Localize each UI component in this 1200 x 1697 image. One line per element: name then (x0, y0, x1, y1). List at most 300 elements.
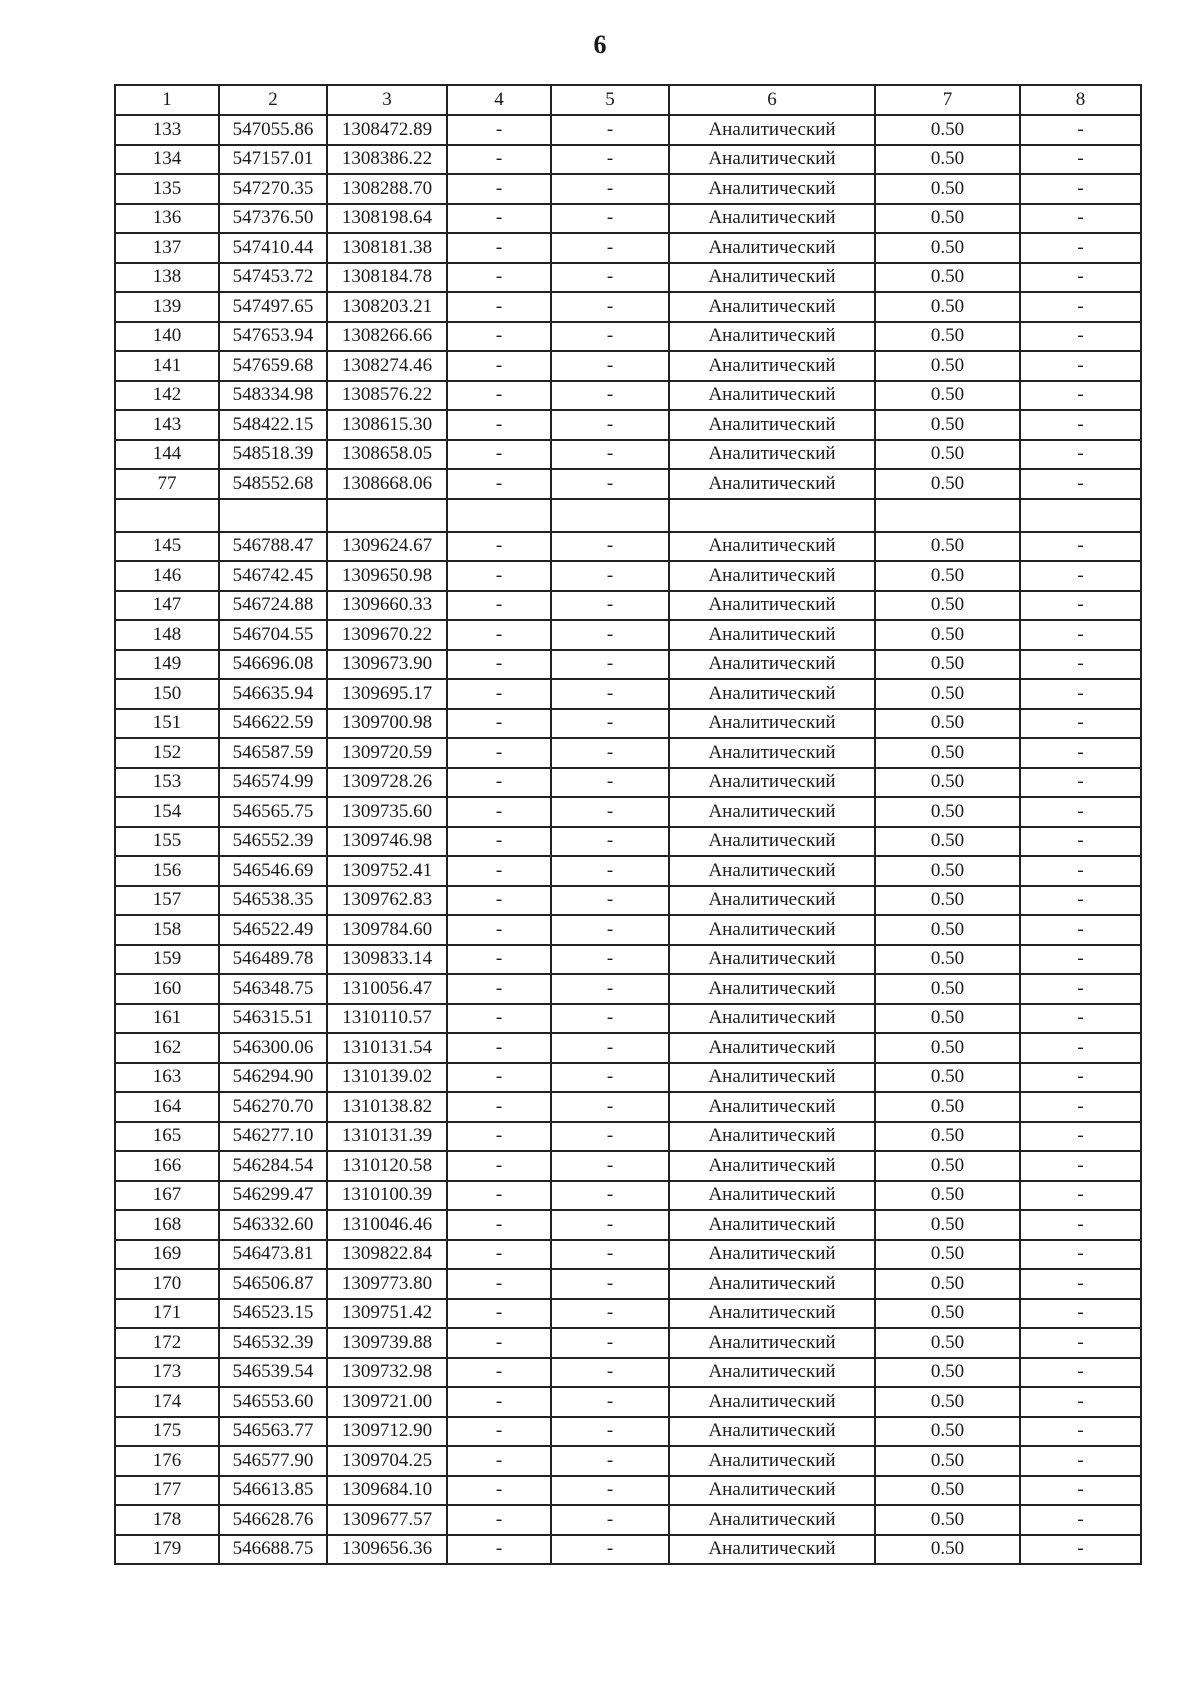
table-cell: Аналитический (669, 204, 875, 234)
table-cell: 546532.39 (219, 1328, 327, 1358)
table-cell: 1309752.41 (327, 856, 447, 886)
table-cell: Аналитический (669, 410, 875, 440)
table-cell: 138 (115, 263, 219, 293)
table-row (115, 1505, 1141, 1535)
table-cell: Аналитический (669, 351, 875, 381)
table-cell: 1310131.54 (327, 1033, 447, 1063)
table-cell: Аналитический (669, 1033, 875, 1063)
table-cell: - (447, 650, 551, 680)
table-cell: - (447, 1240, 551, 1270)
table-cell: 0.50 (875, 1417, 1020, 1447)
table-cell: 179 (115, 1535, 219, 1565)
table-cell: 1309670.22 (327, 620, 447, 650)
table-cell: - (551, 1004, 669, 1034)
table-cell: - (1020, 1240, 1141, 1270)
table-cell: - (447, 620, 551, 650)
table-cell: 161 (115, 1004, 219, 1034)
table-cell: 547659.68 (219, 351, 327, 381)
table-cell: - (551, 768, 669, 798)
table-cell: - (1020, 1092, 1141, 1122)
table-cell: - (551, 469, 669, 499)
table-cell: 0.50 (875, 1181, 1020, 1211)
table-cell: - (551, 827, 669, 857)
table-cell: 546284.54 (219, 1151, 327, 1181)
table-cell: - (551, 204, 669, 234)
table-row (115, 1004, 1141, 1034)
table-cell: - (551, 974, 669, 1004)
table-cell: - (1020, 115, 1141, 145)
table-cell: 175 (115, 1417, 219, 1447)
table-cell: Аналитический (669, 738, 875, 768)
table-cell: Аналитический (669, 469, 875, 499)
table-cell: - (447, 1299, 551, 1329)
table-cell: 546696.08 (219, 650, 327, 680)
table-row (115, 1092, 1141, 1122)
table-cell: 546299.47 (219, 1181, 327, 1211)
table-cell: - (447, 679, 551, 709)
table-cell: 546587.59 (219, 738, 327, 768)
table-cell: 1310138.82 (327, 1092, 447, 1122)
column-header: 7 (875, 85, 1020, 115)
table-cell: 0.50 (875, 351, 1020, 381)
table-row (115, 1240, 1141, 1270)
table-cell: 546473.81 (219, 1240, 327, 1270)
table-row (115, 856, 1141, 886)
table-cell: 0.50 (875, 532, 1020, 562)
table-cell: - (551, 1358, 669, 1388)
table-cell (875, 499, 1020, 532)
table-row (115, 620, 1141, 650)
table-cell: - (447, 709, 551, 739)
table-cell: 546270.70 (219, 1092, 327, 1122)
table-cell: Аналитический (669, 1181, 875, 1211)
table-cell: - (447, 410, 551, 440)
table-cell: - (447, 768, 551, 798)
table-cell: - (447, 115, 551, 145)
table-cell: 1309660.33 (327, 591, 447, 621)
table-cell: - (551, 440, 669, 470)
table-row (115, 1417, 1141, 1447)
table-cell: - (1020, 1269, 1141, 1299)
table-cell: Аналитический (669, 1505, 875, 1535)
table-cell: - (551, 709, 669, 739)
table-cell: 0.50 (875, 974, 1020, 1004)
table-cell: 546565.75 (219, 797, 327, 827)
table-cell: - (551, 620, 669, 650)
table-cell: 0.50 (875, 1151, 1020, 1181)
table-cell: 162 (115, 1033, 219, 1063)
table-cell: 0.50 (875, 1328, 1020, 1358)
table-cell: 133 (115, 115, 219, 145)
table-cell: - (447, 591, 551, 621)
table-cell: Аналитический (669, 709, 875, 739)
table-cell: 147 (115, 591, 219, 621)
column-header: 1 (115, 85, 219, 115)
table-cell: 0.50 (875, 469, 1020, 499)
table-cell: 0.50 (875, 768, 1020, 798)
table-cell: 0.50 (875, 945, 1020, 975)
table-cell: 546277.10 (219, 1122, 327, 1152)
table-cell: 1310056.47 (327, 974, 447, 1004)
table-cell: Аналитический (669, 797, 875, 827)
table-cell: 163 (115, 1063, 219, 1093)
table-cell: Аналитический (669, 1210, 875, 1240)
table-cell: - (447, 1387, 551, 1417)
table-cell: 1310139.02 (327, 1063, 447, 1093)
table-cell: - (1020, 1417, 1141, 1447)
table-cell: 1310131.39 (327, 1122, 447, 1152)
table-cell: - (1020, 1063, 1141, 1093)
table-cell: - (551, 322, 669, 352)
table-cell: - (447, 263, 551, 293)
table-cell: - (447, 1151, 551, 1181)
table-cell: 171 (115, 1299, 219, 1329)
table-cell: 548334.98 (219, 381, 327, 411)
table-row (115, 440, 1141, 470)
table-cell: 0.50 (875, 1505, 1020, 1535)
table-cell: - (1020, 440, 1141, 470)
table-cell: Аналитический (669, 233, 875, 263)
table-cell: - (1020, 174, 1141, 204)
table-cell: - (447, 738, 551, 768)
table-cell: 1308668.06 (327, 469, 447, 499)
table-row (115, 1151, 1141, 1181)
table-cell: 176 (115, 1446, 219, 1476)
table-cell: Аналитический (669, 561, 875, 591)
table-cell: 153 (115, 768, 219, 798)
table-cell: Аналитический (669, 1004, 875, 1034)
table-cell: 547410.44 (219, 233, 327, 263)
table-cell: 156 (115, 856, 219, 886)
table-cell: 546552.39 (219, 827, 327, 857)
table-row (115, 974, 1141, 1004)
table-cell: 151 (115, 709, 219, 739)
table-row (115, 945, 1141, 975)
table-cell: - (1020, 679, 1141, 709)
table-cell: 155 (115, 827, 219, 857)
table-cell: 546553.60 (219, 1387, 327, 1417)
table-row (115, 1210, 1141, 1240)
table-cell: 154 (115, 797, 219, 827)
table-cell: - (1020, 1004, 1141, 1034)
table-row (115, 1181, 1141, 1211)
table-row (115, 263, 1141, 293)
table-cell: 172 (115, 1328, 219, 1358)
table-cell: 1309656.36 (327, 1535, 447, 1565)
table-cell: - (551, 1151, 669, 1181)
table-cell: - (551, 915, 669, 945)
table-cell: 0.50 (875, 263, 1020, 293)
table-cell: - (1020, 351, 1141, 381)
table-cell: - (1020, 1122, 1141, 1152)
table-cell: 150 (115, 679, 219, 709)
table-cell: - (551, 1033, 669, 1063)
table-cell: Аналитический (669, 1092, 875, 1122)
table-cell: - (551, 1092, 669, 1122)
table-cell: 148 (115, 620, 219, 650)
table-cell: 0.50 (875, 1092, 1020, 1122)
table-cell: - (1020, 1181, 1141, 1211)
table-cell: - (447, 1446, 551, 1476)
table-cell: 169 (115, 1240, 219, 1270)
table-cell: 135 (115, 174, 219, 204)
table-cell: 145 (115, 532, 219, 562)
table-cell: 546704.55 (219, 620, 327, 650)
table-cell: - (1020, 709, 1141, 739)
column-header: 5 (551, 85, 669, 115)
table-cell: - (1020, 532, 1141, 562)
table-cell: - (447, 233, 551, 263)
table-cell: - (447, 1269, 551, 1299)
table-cell: 77 (115, 469, 219, 499)
table-row (115, 145, 1141, 175)
table-cell: 547653.94 (219, 322, 327, 352)
table-cell: - (551, 738, 669, 768)
table-cell: 1308615.30 (327, 410, 447, 440)
table-cell: - (447, 1505, 551, 1535)
table-cell: Аналитический (669, 974, 875, 1004)
table-row (115, 1358, 1141, 1388)
table-cell: 1309833.14 (327, 945, 447, 975)
table-cell: - (1020, 738, 1141, 768)
table-cell: - (551, 945, 669, 975)
table-cell: Аналитический (669, 292, 875, 322)
table-cell: Аналитический (669, 1328, 875, 1358)
column-header: 2 (219, 85, 327, 115)
table-cell: 546294.90 (219, 1063, 327, 1093)
table-cell: 0.50 (875, 1210, 1020, 1240)
table-cell: 1309732.98 (327, 1358, 447, 1388)
table-cell: - (551, 1535, 669, 1565)
table-row (115, 174, 1141, 204)
table-row (115, 499, 1141, 532)
table-cell: Аналитический (669, 620, 875, 650)
table-cell: 547270.35 (219, 174, 327, 204)
table-cell: 0.50 (875, 322, 1020, 352)
table-cell: 0.50 (875, 174, 1020, 204)
table-cell: 546574.99 (219, 768, 327, 798)
table-cell: - (551, 1387, 669, 1417)
table-cell: 0.50 (875, 1033, 1020, 1063)
table-cell: Аналитический (669, 679, 875, 709)
table-cell: 0.50 (875, 709, 1020, 739)
column-header: 4 (447, 85, 551, 115)
table-cell: 1309650.98 (327, 561, 447, 591)
table-row (115, 410, 1141, 440)
table-cell: 1309739.88 (327, 1328, 447, 1358)
table-cell: 547497.65 (219, 292, 327, 322)
table-cell: - (551, 650, 669, 680)
table-cell: - (1020, 292, 1141, 322)
table-cell: - (447, 292, 551, 322)
table-cell: 0.50 (875, 620, 1020, 650)
table-cell: 0.50 (875, 233, 1020, 263)
table-cell: Аналитический (669, 1417, 875, 1447)
table-cell: 1309762.83 (327, 886, 447, 916)
table-cell: - (447, 1063, 551, 1093)
table-cell: 170 (115, 1269, 219, 1299)
table-cell: - (447, 974, 551, 1004)
table-cell: - (447, 381, 551, 411)
table-row (115, 797, 1141, 827)
table-cell: 546688.75 (219, 1535, 327, 1565)
table-row (115, 351, 1141, 381)
column-header: 6 (669, 85, 875, 115)
table-cell: - (551, 591, 669, 621)
table-cell: - (447, 322, 551, 352)
table-cell: - (1020, 1299, 1141, 1329)
table-cell: - (1020, 1358, 1141, 1388)
table-cell: 546538.35 (219, 886, 327, 916)
table-cell (551, 499, 669, 532)
table-cell: - (551, 886, 669, 916)
column-header: 8 (1020, 85, 1141, 115)
table-cell: 158 (115, 915, 219, 945)
table-cell: 167 (115, 1181, 219, 1211)
table-cell: 546577.90 (219, 1446, 327, 1476)
table-cell: 1308658.05 (327, 440, 447, 470)
table-cell: 548518.39 (219, 440, 327, 470)
table-cell: - (447, 1535, 551, 1565)
table-cell: - (551, 410, 669, 440)
table-cell: - (551, 351, 669, 381)
table-cell: 547157.01 (219, 145, 327, 175)
table-cell: Аналитический (669, 322, 875, 352)
table-cell: - (1020, 1446, 1141, 1476)
table-cell: Аналитический (669, 1387, 875, 1417)
table-cell: - (1020, 827, 1141, 857)
table-cell: 0.50 (875, 145, 1020, 175)
table-cell: 547055.86 (219, 115, 327, 145)
table-cell: 548552.68 (219, 469, 327, 499)
table-cell: 1309700.98 (327, 709, 447, 739)
table-cell: 142 (115, 381, 219, 411)
table-cell: - (551, 561, 669, 591)
table-header-row (115, 85, 1141, 115)
table-cell: 1309704.25 (327, 1446, 447, 1476)
table-cell: 0.50 (875, 440, 1020, 470)
table-cell: 0.50 (875, 738, 1020, 768)
table-row (115, 1387, 1141, 1417)
table-row (115, 709, 1141, 739)
table-cell: 1309677.57 (327, 1505, 447, 1535)
table-cell: 0.50 (875, 1240, 1020, 1270)
table-cell: 0.50 (875, 1358, 1020, 1388)
table-cell: - (551, 1446, 669, 1476)
table-cell (219, 499, 327, 532)
table-cell: - (551, 233, 669, 263)
table-cell: - (1020, 561, 1141, 591)
table-cell: 0.50 (875, 1446, 1020, 1476)
table-cell: 0.50 (875, 886, 1020, 916)
table-cell: - (551, 1122, 669, 1152)
table-cell (447, 499, 551, 532)
table-cell: - (447, 886, 551, 916)
table-cell: 1309624.67 (327, 532, 447, 562)
table-cell: 139 (115, 292, 219, 322)
table-cell: 0.50 (875, 1535, 1020, 1565)
table-cell: 546332.60 (219, 1210, 327, 1240)
page-number: 6 (593, 30, 607, 59)
table-cell: 0.50 (875, 679, 1020, 709)
table-cell: - (551, 1269, 669, 1299)
table-cell: 1309728.26 (327, 768, 447, 798)
table-cell: 1310120.58 (327, 1151, 447, 1181)
table-cell: 546724.88 (219, 591, 327, 621)
table-cell: 1309773.80 (327, 1269, 447, 1299)
table-cell: 1309822.84 (327, 1240, 447, 1270)
table-cell: - (447, 204, 551, 234)
table-row (115, 886, 1141, 916)
table-cell: - (447, 1181, 551, 1211)
table-cell: - (447, 1358, 551, 1388)
table-cell: Аналитический (669, 1151, 875, 1181)
table-cell: - (551, 1063, 669, 1093)
table-cell: - (447, 1092, 551, 1122)
table-cell: 0.50 (875, 915, 1020, 945)
table-cell: 1308198.64 (327, 204, 447, 234)
table-cell: - (447, 145, 551, 175)
table-cell: - (447, 351, 551, 381)
table-row (115, 381, 1141, 411)
table-cell: - (1020, 204, 1141, 234)
table-cell: - (447, 1004, 551, 1034)
table-cell: - (1020, 1033, 1141, 1063)
table-cell: 164 (115, 1092, 219, 1122)
table-cell: 149 (115, 650, 219, 680)
table-cell: 0.50 (875, 410, 1020, 440)
table-row (115, 1269, 1141, 1299)
table-cell: 1308181.38 (327, 233, 447, 263)
table-row (115, 738, 1141, 768)
table-cell: 546563.77 (219, 1417, 327, 1447)
table-cell: 546622.59 (219, 709, 327, 739)
table-cell: 546635.94 (219, 679, 327, 709)
table-cell: 143 (115, 410, 219, 440)
table-cell: 546348.75 (219, 974, 327, 1004)
table-cell: - (447, 174, 551, 204)
table-cell: - (1020, 1505, 1141, 1535)
table-cell: - (447, 1476, 551, 1506)
table-cell: - (1020, 410, 1141, 440)
table-cell: 0.50 (875, 204, 1020, 234)
table-cell: - (1020, 263, 1141, 293)
table-cell: 1309746.98 (327, 827, 447, 857)
table-cell: 1309712.90 (327, 1417, 447, 1447)
table-row (115, 204, 1141, 234)
table-cell: 137 (115, 233, 219, 263)
table-cell: 152 (115, 738, 219, 768)
table-cell: - (447, 1033, 551, 1063)
table-cell: Аналитический (669, 827, 875, 857)
table-cell: 1310110.57 (327, 1004, 447, 1034)
table-cell: - (447, 1122, 551, 1152)
table-cell: 1309735.60 (327, 797, 447, 827)
table-cell: 0.50 (875, 1387, 1020, 1417)
table-cell: 1308203.21 (327, 292, 447, 322)
table-cell: - (551, 532, 669, 562)
table-row (115, 1122, 1141, 1152)
table-cell: - (1020, 1476, 1141, 1506)
table-row (115, 1299, 1141, 1329)
table-cell: - (447, 561, 551, 591)
table-cell: - (1020, 1328, 1141, 1358)
table-row (115, 469, 1141, 499)
table-cell: - (551, 797, 669, 827)
table-row (115, 1535, 1141, 1565)
table-cell: 1308266.66 (327, 322, 447, 352)
table-cell: 134 (115, 145, 219, 175)
